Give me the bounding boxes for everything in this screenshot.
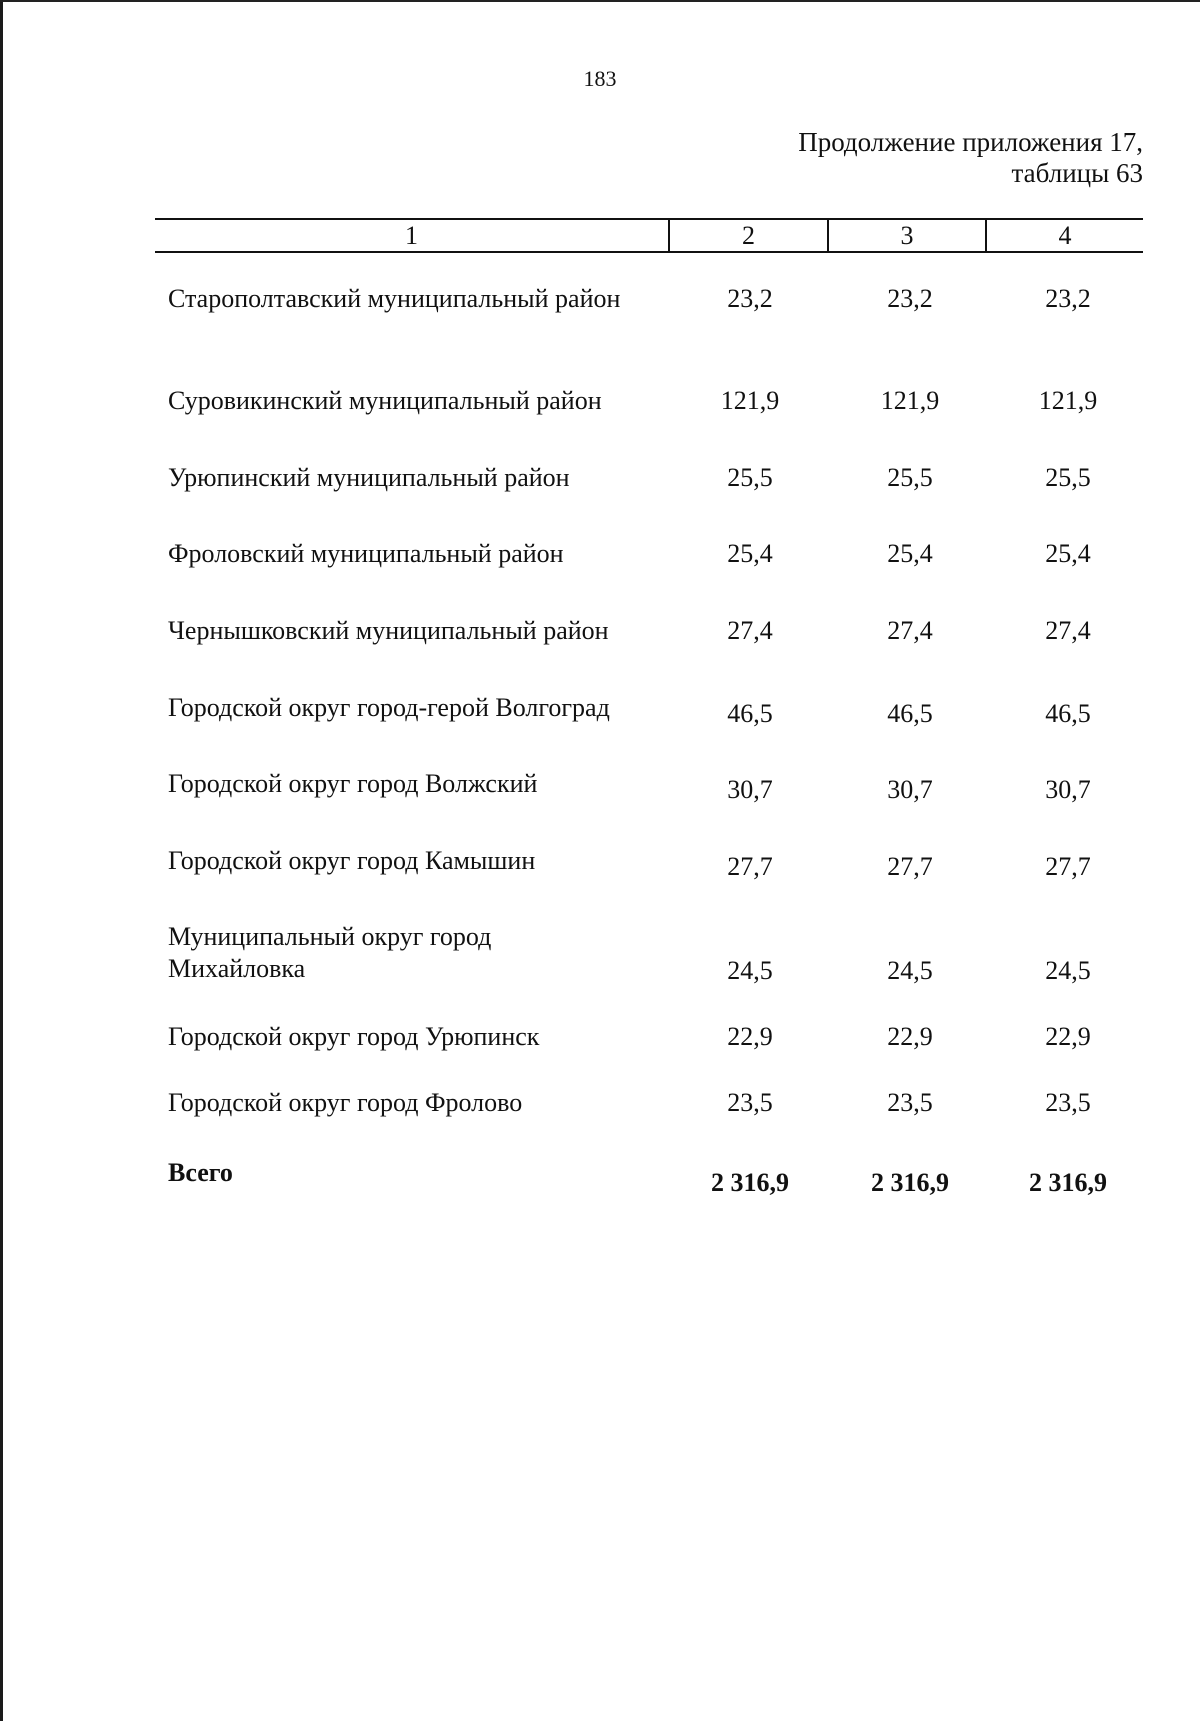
row-value: 25,5 xyxy=(887,463,933,492)
row-name: Чернышковский муниципальный район xyxy=(168,616,609,645)
continuation-line-2: таблицы 63 xyxy=(1011,158,1143,188)
row-value: 46,5 xyxy=(887,699,933,728)
row-name: Городской округ город Камышин xyxy=(168,846,536,875)
row-value: 24,5 xyxy=(887,956,933,985)
row-value: 24,5 xyxy=(727,956,773,985)
row-value: 23,5 xyxy=(727,1088,773,1117)
row-value: 25,5 xyxy=(1045,463,1091,492)
row-name: Суровикинский муниципальный район xyxy=(168,386,602,415)
row-value: 22,9 xyxy=(727,1022,773,1051)
row-value: 121,9 xyxy=(880,386,940,415)
row-name: Городской округ город-герой Волгоград xyxy=(168,693,610,722)
total-value: 2 316,9 xyxy=(1029,1168,1107,1197)
row-value: 22,9 xyxy=(1045,1022,1091,1051)
total-value: 2 316,9 xyxy=(711,1168,789,1197)
row-value: 30,7 xyxy=(1045,775,1091,804)
row-value: 25,4 xyxy=(1045,539,1091,568)
row-value: 23,5 xyxy=(1045,1088,1091,1117)
row-name: Городской округ город Фролово xyxy=(168,1088,523,1117)
row-value: 25,4 xyxy=(727,539,773,568)
row-value: 27,4 xyxy=(727,616,773,645)
header-cell: 3 xyxy=(900,221,914,250)
row-name: Урюпинский муниципальный район xyxy=(168,463,570,492)
continuation-note xyxy=(798,127,1143,189)
row-value: 46,5 xyxy=(727,699,773,728)
row-value: 27,7 xyxy=(727,852,773,881)
row-name: Городской округ город Урюпинск xyxy=(168,1022,540,1051)
row-value: 22,9 xyxy=(887,1022,933,1051)
total-label: Всего xyxy=(168,1158,233,1187)
row-value: 27,4 xyxy=(887,616,933,645)
row-value: 23,5 xyxy=(887,1088,933,1117)
row-value: 121,9 xyxy=(720,386,780,415)
row-value: 23,2 xyxy=(1045,284,1091,313)
row-value: 46,5 xyxy=(1045,699,1091,728)
row-value: 27,7 xyxy=(887,852,933,881)
row-value: 25,4 xyxy=(887,539,933,568)
row-value: 23,2 xyxy=(887,284,933,313)
row-value: 24,5 xyxy=(1045,956,1091,985)
header-cell: 4 xyxy=(1058,221,1072,250)
header-cell: 2 xyxy=(742,221,755,250)
row-value: 23,2 xyxy=(727,284,773,313)
row-value: 30,7 xyxy=(887,775,933,804)
page-number: 183 xyxy=(583,66,617,91)
row-name: Старополтавский муниципальный район xyxy=(168,284,621,313)
row-name: Фроловский муниципальный район xyxy=(168,539,564,568)
scan-edge-top xyxy=(0,0,1200,2)
header-cell: 1 xyxy=(405,221,418,250)
row-value: 121,9 xyxy=(1038,386,1098,415)
continuation-line-1: Продолжение приложения 17, xyxy=(798,127,1143,157)
row-name: Муниципальный округ город Михайловка xyxy=(168,922,492,983)
row-name: Городской округ город Волжский xyxy=(168,769,538,798)
scan-edge-left xyxy=(0,0,3,1721)
row-value: 30,7 xyxy=(727,775,773,804)
row-value: 27,7 xyxy=(1045,852,1091,881)
row-value: 27,4 xyxy=(1045,616,1091,645)
row-value: 25,5 xyxy=(727,463,773,492)
total-value: 2 316,9 xyxy=(871,1168,949,1197)
